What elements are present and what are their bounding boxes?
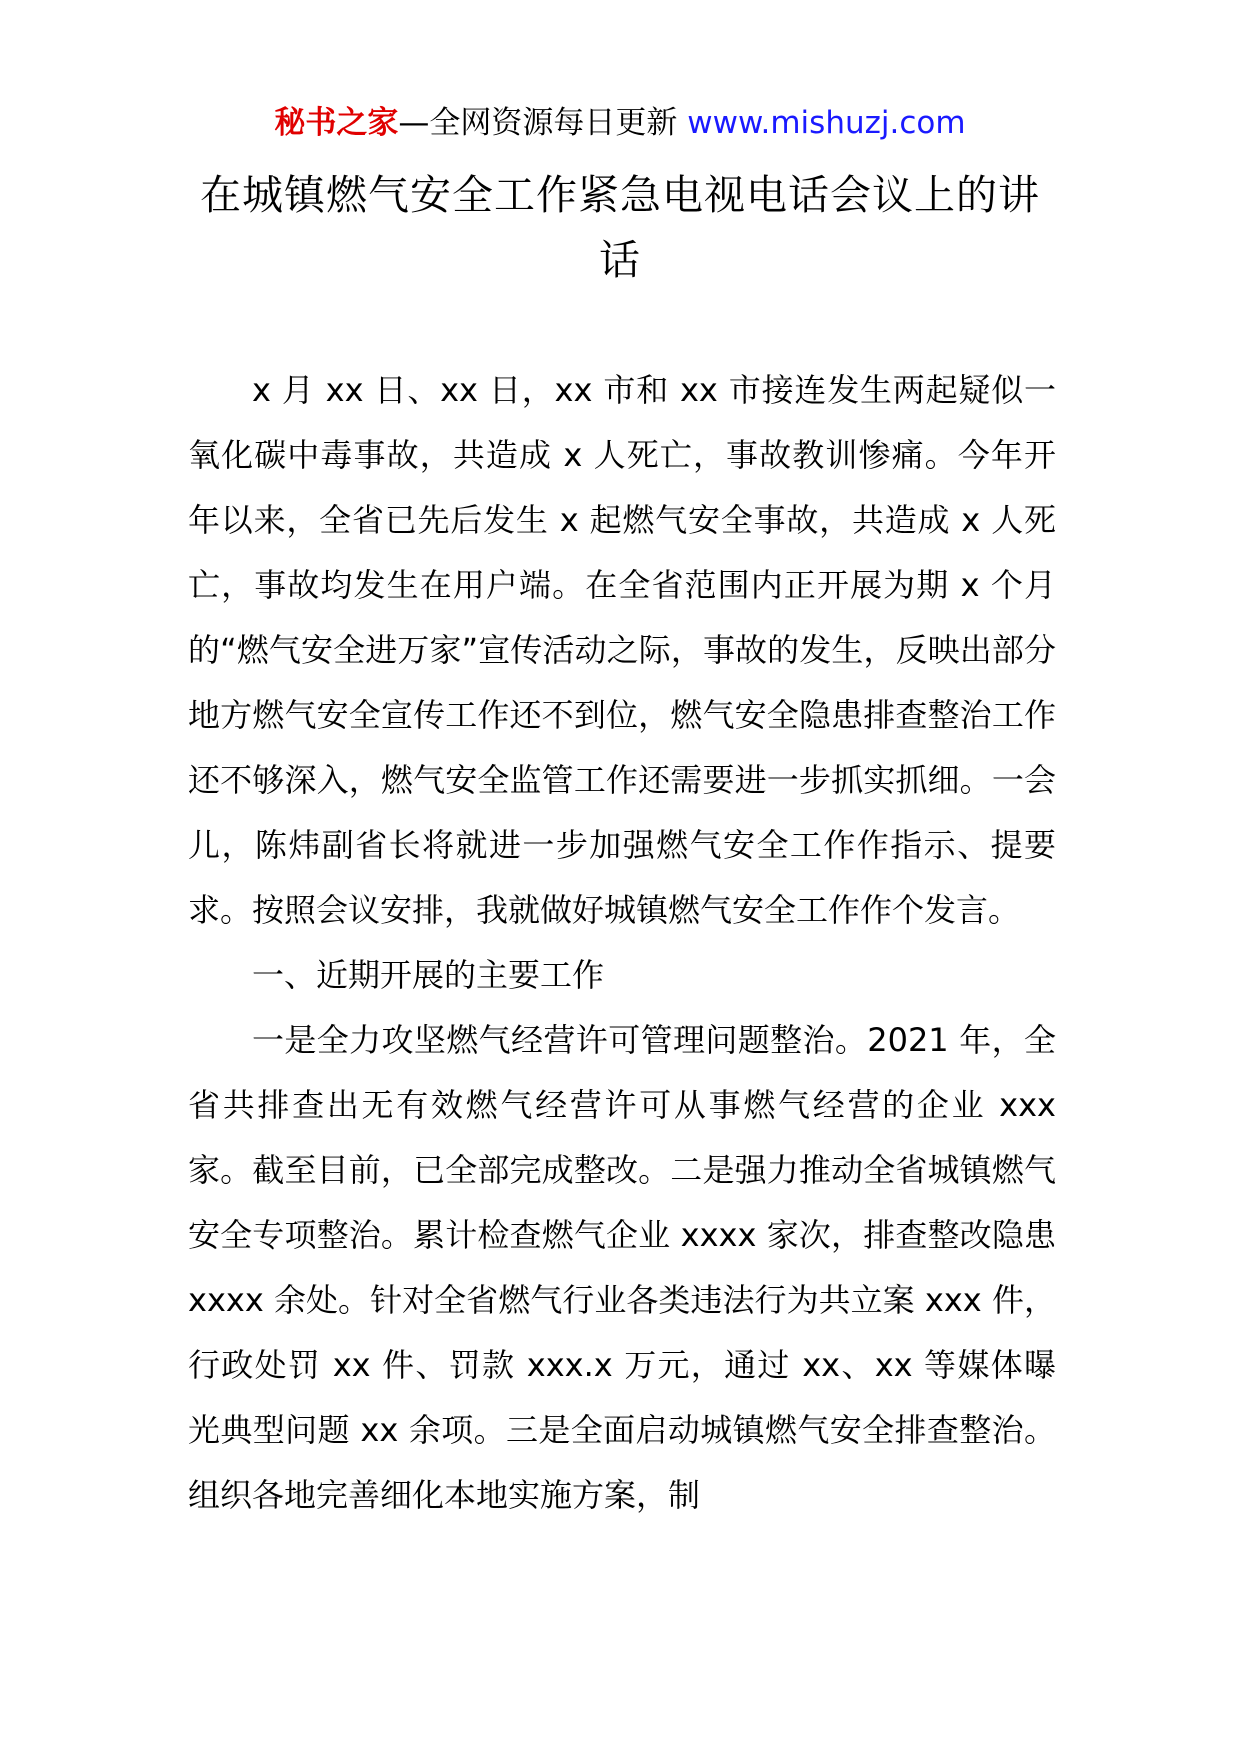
- document-body: [188, 358, 1056, 1528]
- section-heading: 一、近期开展的主要工作: [252, 956, 605, 994]
- website-link[interactable]: www.mishuzj.com: [687, 105, 966, 141]
- document-title: 在城镇燃气安全工作紧急电视电话会议上的讲话: [200, 171, 1040, 284]
- body-paragraph: 一是全力攻坚燃气经营许可管理问题整治。2021 年，全省共排查出无有效燃气经营许可从事燃气经营的企业 xxx 家。截至目前，已全部完成整改。二是强力推动全省城镇燃气安全专项整治。累计检查燃气企业 xxxx 家次，排查整改隐患 xxxx 余处。针对全省燃气行业各类违法行为共立案 xxx 件，行政处罚 xx 件、罚款 xxx.x 万元，通过 xx、xx 等媒体曝光典型问题 xx 余项。三是全面启动城镇燃气安全排查整治。组织各地完善细化本地实施方案，制: [188, 1021, 1056, 1514]
- brand-name: 秘书之家: [274, 105, 399, 141]
- header-tagline: —全网资源每日更新: [398, 105, 688, 141]
- intro-paragraph: x 月 xx 日、xx 日，xx 市和 xx 市接连发生两起疑似一氧化碳中毒事故，共造成 x 人死亡，事故教训惨痛。今年开年以来，全省已先后发生 x 起燃气安全事故，共造成 x 人死亡，事故均发生在用户端。在全省范围内正开展为期 x 个月的“燃气安全进万家”宣传活动之际，事故的发生，反映出部分地方燃气安全宣传工作还不到位，燃气安全隐患排查整治工作还不够深入，燃气安全监管工作还需要进一步抓实抓细。一会儿，陈炜副省长将就进一步加强燃气安全工作作指示、提要求。按照会议安排，我就做好城镇燃气安全工作作个发言。: [188, 371, 1056, 929]
- page-header: [0, 101, 1240, 145]
